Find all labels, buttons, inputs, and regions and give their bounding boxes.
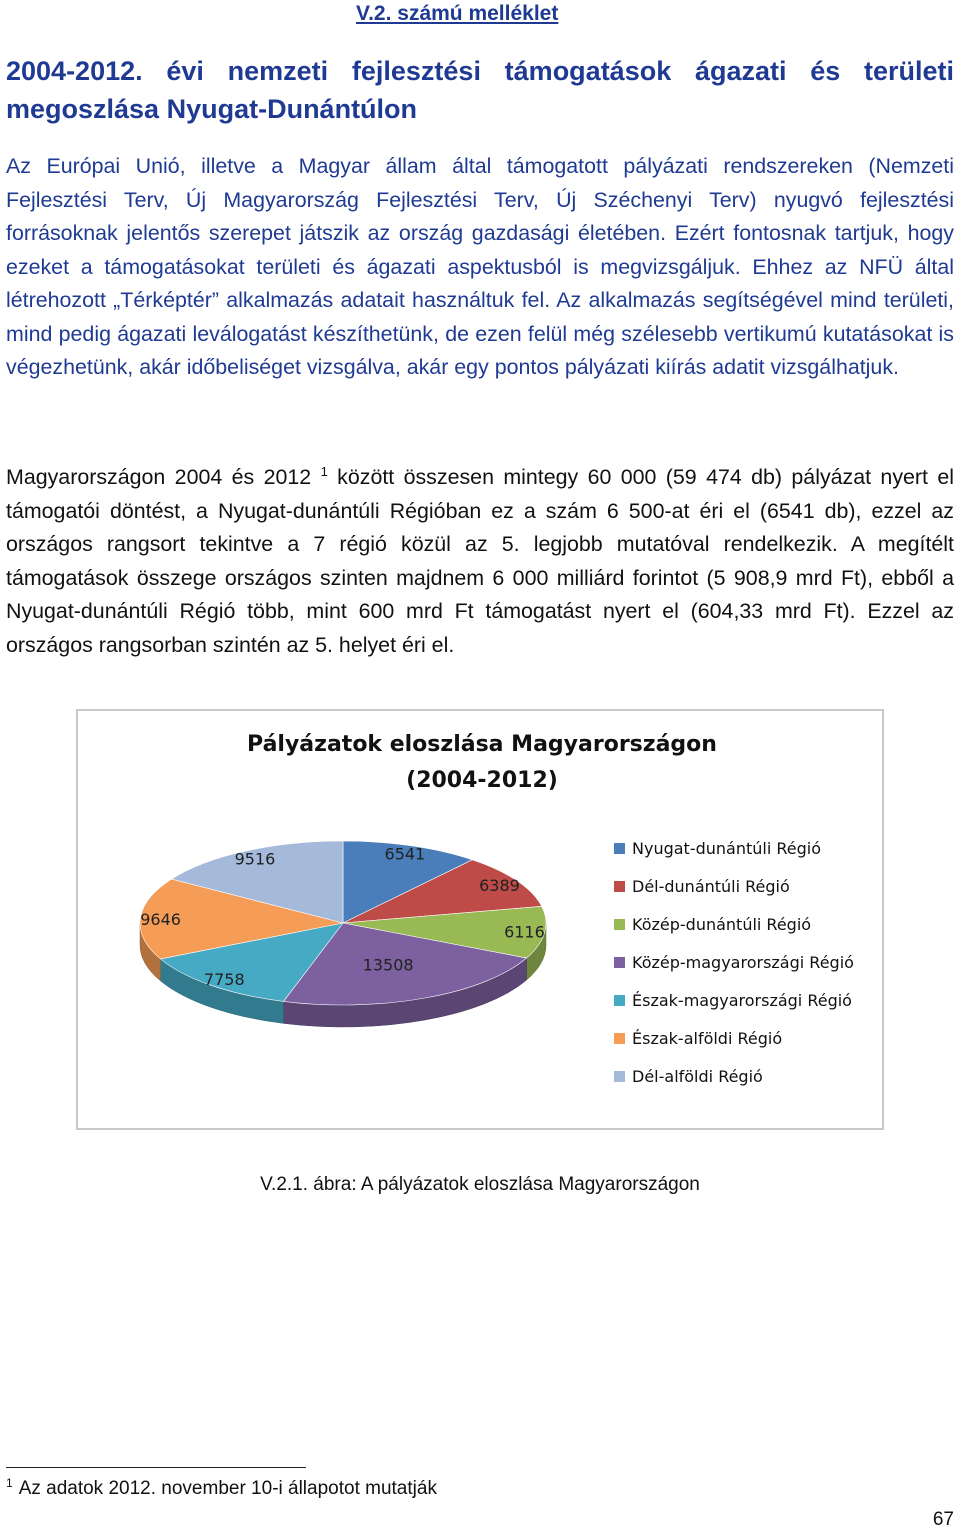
legend-swatch <box>614 1033 625 1044</box>
page-title: 2004-2012. évi nemzeti fejlesztési támogatások ágazati és területi megoszlása Nyugat-Dunántúlon <box>6 56 954 124</box>
footnote-number: 1 <box>6 1475 13 1490</box>
legend-label: Észak-alföldi Régió <box>632 1029 783 1048</box>
statistics-paragraph-start: Magyarországon 2004 és 2012 <box>6 465 312 489</box>
footnote <box>6 1475 437 1500</box>
pie-chart <box>76 709 884 1130</box>
data-label-kozep-magyarorszagi-regio: 13508 <box>362 955 414 975</box>
legend-label: Közép-magyarországi Régió <box>632 953 854 972</box>
data-label-del-dunantuli-regio: 6389 <box>479 875 520 895</box>
footnote-reference[interactable]: 1 <box>320 463 328 479</box>
data-label-kozep-dunantuli-regio: 6116 <box>504 922 545 942</box>
data-label-eszak-magyarorszagi-regio: 7758 <box>203 970 245 990</box>
statistics-paragraph-rest: között összesen mintegy 60 000 (59 474 db) pályázat nyert el támogatói döntést, a Nyugat-dunántúli Régióban ez a szám 6 500-at éri el (6541 db), ezzel az országos rangsort tekintve a 7 régió közül az 5. legjobb mutatóval rendelkezik. A megítélt támogatások összege országos szinten majdnem 6 000 milliárd forintot (5 908,9 mrd Ft), ebből a Nyugat-dunántúli Régió több, mint 600 mrd Ft támogatást nyert el (604,33 mrd Ft). Ezzel az országos rangsorban szintén az 5. helyet éri el. <box>6 465 955 657</box>
chart-title-line-2: (2004-2012) <box>406 768 558 793</box>
intro-paragraph: Az Európai Unió, illetve a Magyar állam által támogatott pályázati rendszereken (Nemzeti Fejlesztési Terv, Új Magyarország Fejlesztési Terv, Új Széchenyi Terv) nyugvó fejlesztési forrásoknak jelentős szerepet játszik az ország gazdasági életében. Ezért fontosnak tartjuk, hogy ezeket a támogatásokat területi és ágazati aspektusból is megvizsgáljuk. Ehhez az NFÜ által létrehozott „Térképtér” alkalmazás adatait használtuk fel. Az alkalmazás segítségével mind területi, mind pedig ágazati leválogatást készíthetünk, de ezen felül még szélesebb vertikumú kutatásokat is végezhetünk, akár időbeliséget vizsgálva, akár egy pontos pályázati kiírás adatit vizsgálhatjuk. <box>6 154 954 379</box>
legend-label: Dél-dunántúli Régió <box>632 877 790 896</box>
chart-title-line-1: Pályázatok eloszlása Magyarországon <box>247 732 717 757</box>
legend-label: Észak-magyarországi Régió <box>632 991 852 1010</box>
legend-swatch <box>614 957 625 968</box>
legend-swatch <box>614 995 625 1006</box>
legend-label: Közép-dunántúli Régió <box>632 915 812 934</box>
annex-label: V.2. számú melléklet <box>356 2 559 25</box>
legend-label: Nyugat-dunántúli Régió <box>632 839 821 858</box>
legend-swatch <box>614 881 625 892</box>
statistics-paragraph <box>6 461 954 662</box>
data-label-eszak-alfoldi-regio: 9646 <box>140 909 181 929</box>
footnote-separator <box>6 1467 306 1468</box>
data-label-del-alfoldi-regio: 9516 <box>234 849 276 869</box>
page-number: 67 <box>932 1509 954 1530</box>
legend-swatch <box>614 919 625 930</box>
legend-swatch <box>614 843 625 854</box>
legend-swatch <box>614 1071 625 1082</box>
figure-caption: V.2.1. ábra: A pályázatok eloszlása Magyarországon <box>260 1174 700 1195</box>
legend-label: Dél-alföldi Régió <box>632 1067 763 1086</box>
footnote-text: Az adatok 2012. november 10-i állapotot mutatják <box>18 1478 437 1499</box>
data-label-nyugat-dunantuli-regio: 6541 <box>384 844 426 864</box>
